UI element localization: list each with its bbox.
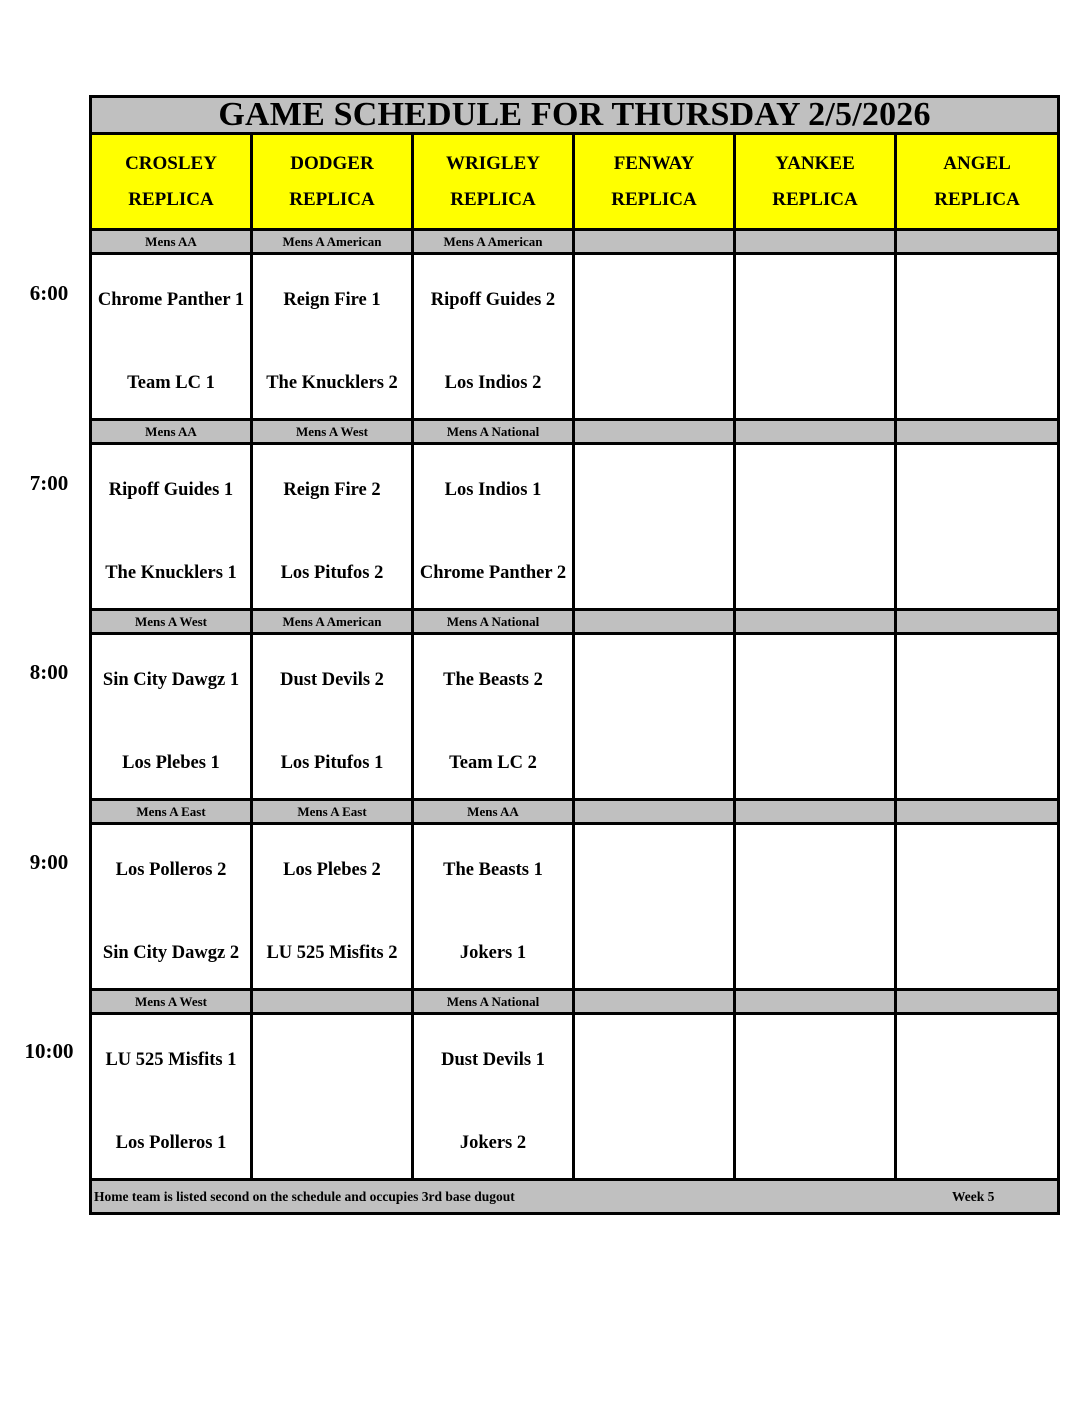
game-cell [896, 444, 1059, 610]
time-label: 9:00 [29, 850, 69, 874]
game-cell [574, 634, 735, 800]
home-team-label: Los Indios 2 [444, 373, 542, 393]
field-header-fenway [574, 134, 735, 230]
division-label [574, 420, 735, 444]
field-header-angel [896, 134, 1059, 230]
home-team-label: The Knucklers 2 [266, 373, 398, 393]
game-cell [896, 634, 1059, 800]
home-team-label: LU 525 Misfits 2 [266, 943, 398, 963]
away-team-label: Los Indios 1 [444, 480, 542, 500]
division-label: Mens A National [413, 990, 574, 1014]
game-cell [252, 254, 413, 420]
home-team [899, 734, 1055, 792]
game-cell [735, 1014, 896, 1180]
division-label: Mens A West [91, 990, 252, 1014]
away-team-label: LU 525 Misfits 1 [105, 1050, 237, 1070]
away-team [255, 651, 409, 709]
home-team [94, 1114, 248, 1172]
division-label: Mens A National [413, 610, 574, 634]
home-team [94, 354, 248, 412]
game-cell [735, 824, 896, 990]
division-label: Mens AA [91, 420, 252, 444]
away-team-label: The Beasts 1 [443, 860, 543, 880]
field-header-crosley [91, 134, 252, 230]
away-team [255, 461, 409, 519]
division-label [896, 420, 1059, 444]
footer-cell [91, 1180, 1059, 1214]
away-team [416, 461, 570, 519]
game-cell [896, 824, 1059, 990]
away-team [94, 271, 248, 329]
away-team [94, 461, 248, 519]
away-team-label: Los Polleros 2 [115, 860, 227, 880]
division-label: Mens A West [91, 610, 252, 634]
away-team [255, 1031, 409, 1089]
division-label: Mens A East [91, 800, 252, 824]
home-team [94, 924, 248, 982]
division-label: Mens A American [413, 230, 574, 254]
away-team [94, 1031, 248, 1089]
away-team [899, 841, 1055, 899]
home-team [899, 544, 1055, 602]
field-header-row [91, 134, 1059, 230]
away-team [899, 1031, 1055, 1089]
game-cell [735, 254, 896, 420]
field-subtitle: REPLICA [611, 188, 697, 210]
game-cell [252, 444, 413, 610]
home-team [94, 734, 248, 792]
home-team [416, 1114, 570, 1172]
game-cell [413, 824, 574, 990]
week-label: Week 5 [952, 1189, 995, 1204]
home-team [899, 1114, 1055, 1172]
division-label [735, 990, 896, 1014]
game-row [91, 1014, 1059, 1180]
game-row [91, 254, 1059, 420]
game-cell [896, 254, 1059, 420]
game-cell [91, 1014, 252, 1180]
home-team-label: Los Polleros 1 [115, 1133, 227, 1153]
home-team-label: The Knucklers 1 [105, 563, 237, 583]
game-cell [252, 824, 413, 990]
time-label: 10:00 [24, 1039, 74, 1063]
division-label [896, 990, 1059, 1014]
home-team-label: Los Pitufos 1 [280, 753, 384, 773]
away-team-label: Reign Fire 2 [283, 480, 381, 500]
field-name: YANKEE [775, 152, 855, 174]
away-team [94, 841, 248, 899]
division-label [252, 990, 413, 1014]
home-team [577, 1114, 731, 1172]
division-label [735, 230, 896, 254]
game-cell [413, 1014, 574, 1180]
division-label [574, 230, 735, 254]
division-label [896, 610, 1059, 634]
away-team-label: Los Plebes 2 [283, 860, 381, 880]
division-label: Mens A West [252, 420, 413, 444]
field-subtitle: REPLICA [772, 188, 858, 210]
division-label [896, 800, 1059, 824]
away-team-label: Sin City Dawgz 1 [102, 670, 240, 690]
game-cell [252, 634, 413, 800]
away-team [899, 461, 1055, 519]
away-team-label: The Beasts 2 [443, 670, 543, 690]
home-team [577, 734, 731, 792]
away-team [738, 841, 892, 899]
field-name: FENWAY [613, 152, 695, 174]
home-team [416, 734, 570, 792]
away-team [94, 651, 248, 709]
home-team [255, 354, 409, 412]
away-team-label: Chrome Panther 1 [97, 290, 245, 310]
away-team [416, 841, 570, 899]
field-name: ANGEL [943, 152, 1011, 174]
field-subtitle: REPLICA [450, 188, 536, 210]
game-cell [735, 444, 896, 610]
away-team [738, 461, 892, 519]
away-team [577, 651, 731, 709]
division-label [574, 800, 735, 824]
division-row [91, 800, 1059, 824]
away-team [577, 271, 731, 329]
game-row [91, 444, 1059, 610]
division-row [91, 610, 1059, 634]
game-cell [91, 444, 252, 610]
game-cell [735, 634, 896, 800]
away-team-label: Ripoff Guides 2 [430, 290, 556, 310]
time-label: 6:00 [29, 281, 69, 305]
home-team-label: Los Plebes 1 [122, 753, 220, 773]
home-team [738, 924, 892, 982]
game-cell [574, 824, 735, 990]
away-team [577, 1031, 731, 1089]
field-header-wrigley [413, 134, 574, 230]
field-header-yankee [735, 134, 896, 230]
division-label: Mens A National [413, 420, 574, 444]
game-cell [413, 634, 574, 800]
away-team [416, 1031, 570, 1089]
home-team [577, 354, 731, 412]
division-label [735, 800, 896, 824]
away-team [738, 271, 892, 329]
away-team [416, 651, 570, 709]
home-team [577, 544, 731, 602]
home-team [899, 924, 1055, 982]
home-team [416, 544, 570, 602]
home-team [94, 544, 248, 602]
home-team-label: Sin City Dawgz 2 [102, 943, 240, 963]
home-team [738, 544, 892, 602]
footer-note: Home team is listed second on the schedule and occupies 3rd base dugout [94, 1189, 515, 1204]
division-row [91, 420, 1059, 444]
away-team-label: Ripoff Guides 1 [108, 480, 234, 500]
home-team [255, 544, 409, 602]
home-team-label: Jokers 1 [459, 943, 527, 963]
game-cell [91, 824, 252, 990]
division-row [91, 990, 1059, 1014]
division-label [735, 610, 896, 634]
game-cell [91, 634, 252, 800]
field-name: WRIGLEY [446, 152, 540, 174]
home-team [577, 924, 731, 982]
home-team-label: Team LC 2 [449, 753, 537, 773]
footer-row [91, 1180, 1059, 1214]
away-team [738, 651, 892, 709]
away-team [899, 271, 1055, 329]
home-team [738, 734, 892, 792]
schedule-table [89, 95, 1060, 1215]
game-row [91, 634, 1059, 800]
division-label: Mens A American [252, 230, 413, 254]
game-cell [413, 444, 574, 610]
away-team [255, 841, 409, 899]
away-team [416, 271, 570, 329]
division-label [574, 990, 735, 1014]
time-label: 8:00 [29, 660, 69, 684]
game-cell [413, 254, 574, 420]
home-team [255, 924, 409, 982]
game-cell [91, 254, 252, 420]
field-header-dodger [252, 134, 413, 230]
field-name: CROSLEY [125, 152, 217, 174]
home-team [899, 354, 1055, 412]
home-team [416, 924, 570, 982]
away-team-label: Reign Fire 1 [283, 290, 381, 310]
home-team [255, 734, 409, 792]
division-row [91, 230, 1059, 254]
away-team [255, 271, 409, 329]
game-cell [896, 1014, 1059, 1180]
game-cell [574, 444, 735, 610]
division-label: Mens AA [91, 230, 252, 254]
division-label [735, 420, 896, 444]
division-label [896, 230, 1059, 254]
home-team-label: Chrome Panther 2 [419, 563, 567, 583]
field-name: DODGER [290, 152, 374, 174]
home-team [255, 1114, 409, 1172]
home-team [738, 354, 892, 412]
division-label: Mens A East [252, 800, 413, 824]
division-label: Mens AA [413, 800, 574, 824]
division-label: Mens A American [252, 610, 413, 634]
field-subtitle: REPLICA [128, 188, 214, 210]
division-label [574, 610, 735, 634]
game-cell [574, 254, 735, 420]
home-team-label: Los Pitufos 2 [280, 563, 384, 583]
away-team-label: Dust Devils 1 [441, 1050, 545, 1070]
game-row [91, 824, 1059, 990]
away-team [577, 461, 731, 519]
game-cell [252, 1014, 413, 1180]
game-cell [574, 1014, 735, 1180]
page-title: GAME SCHEDULE FOR THURSDAY 2/5/2026 [91, 97, 1059, 134]
away-team [577, 841, 731, 899]
time-label: 7:00 [29, 471, 69, 495]
field-subtitle: REPLICA [289, 188, 375, 210]
away-team-label: Dust Devils 2 [280, 670, 384, 690]
home-team-label: Jokers 2 [459, 1133, 527, 1153]
home-team [416, 354, 570, 412]
home-team [738, 1114, 892, 1172]
home-team-label: Team LC 1 [127, 373, 215, 393]
field-subtitle: REPLICA [934, 188, 1020, 210]
away-team [738, 1031, 892, 1089]
away-team [899, 651, 1055, 709]
